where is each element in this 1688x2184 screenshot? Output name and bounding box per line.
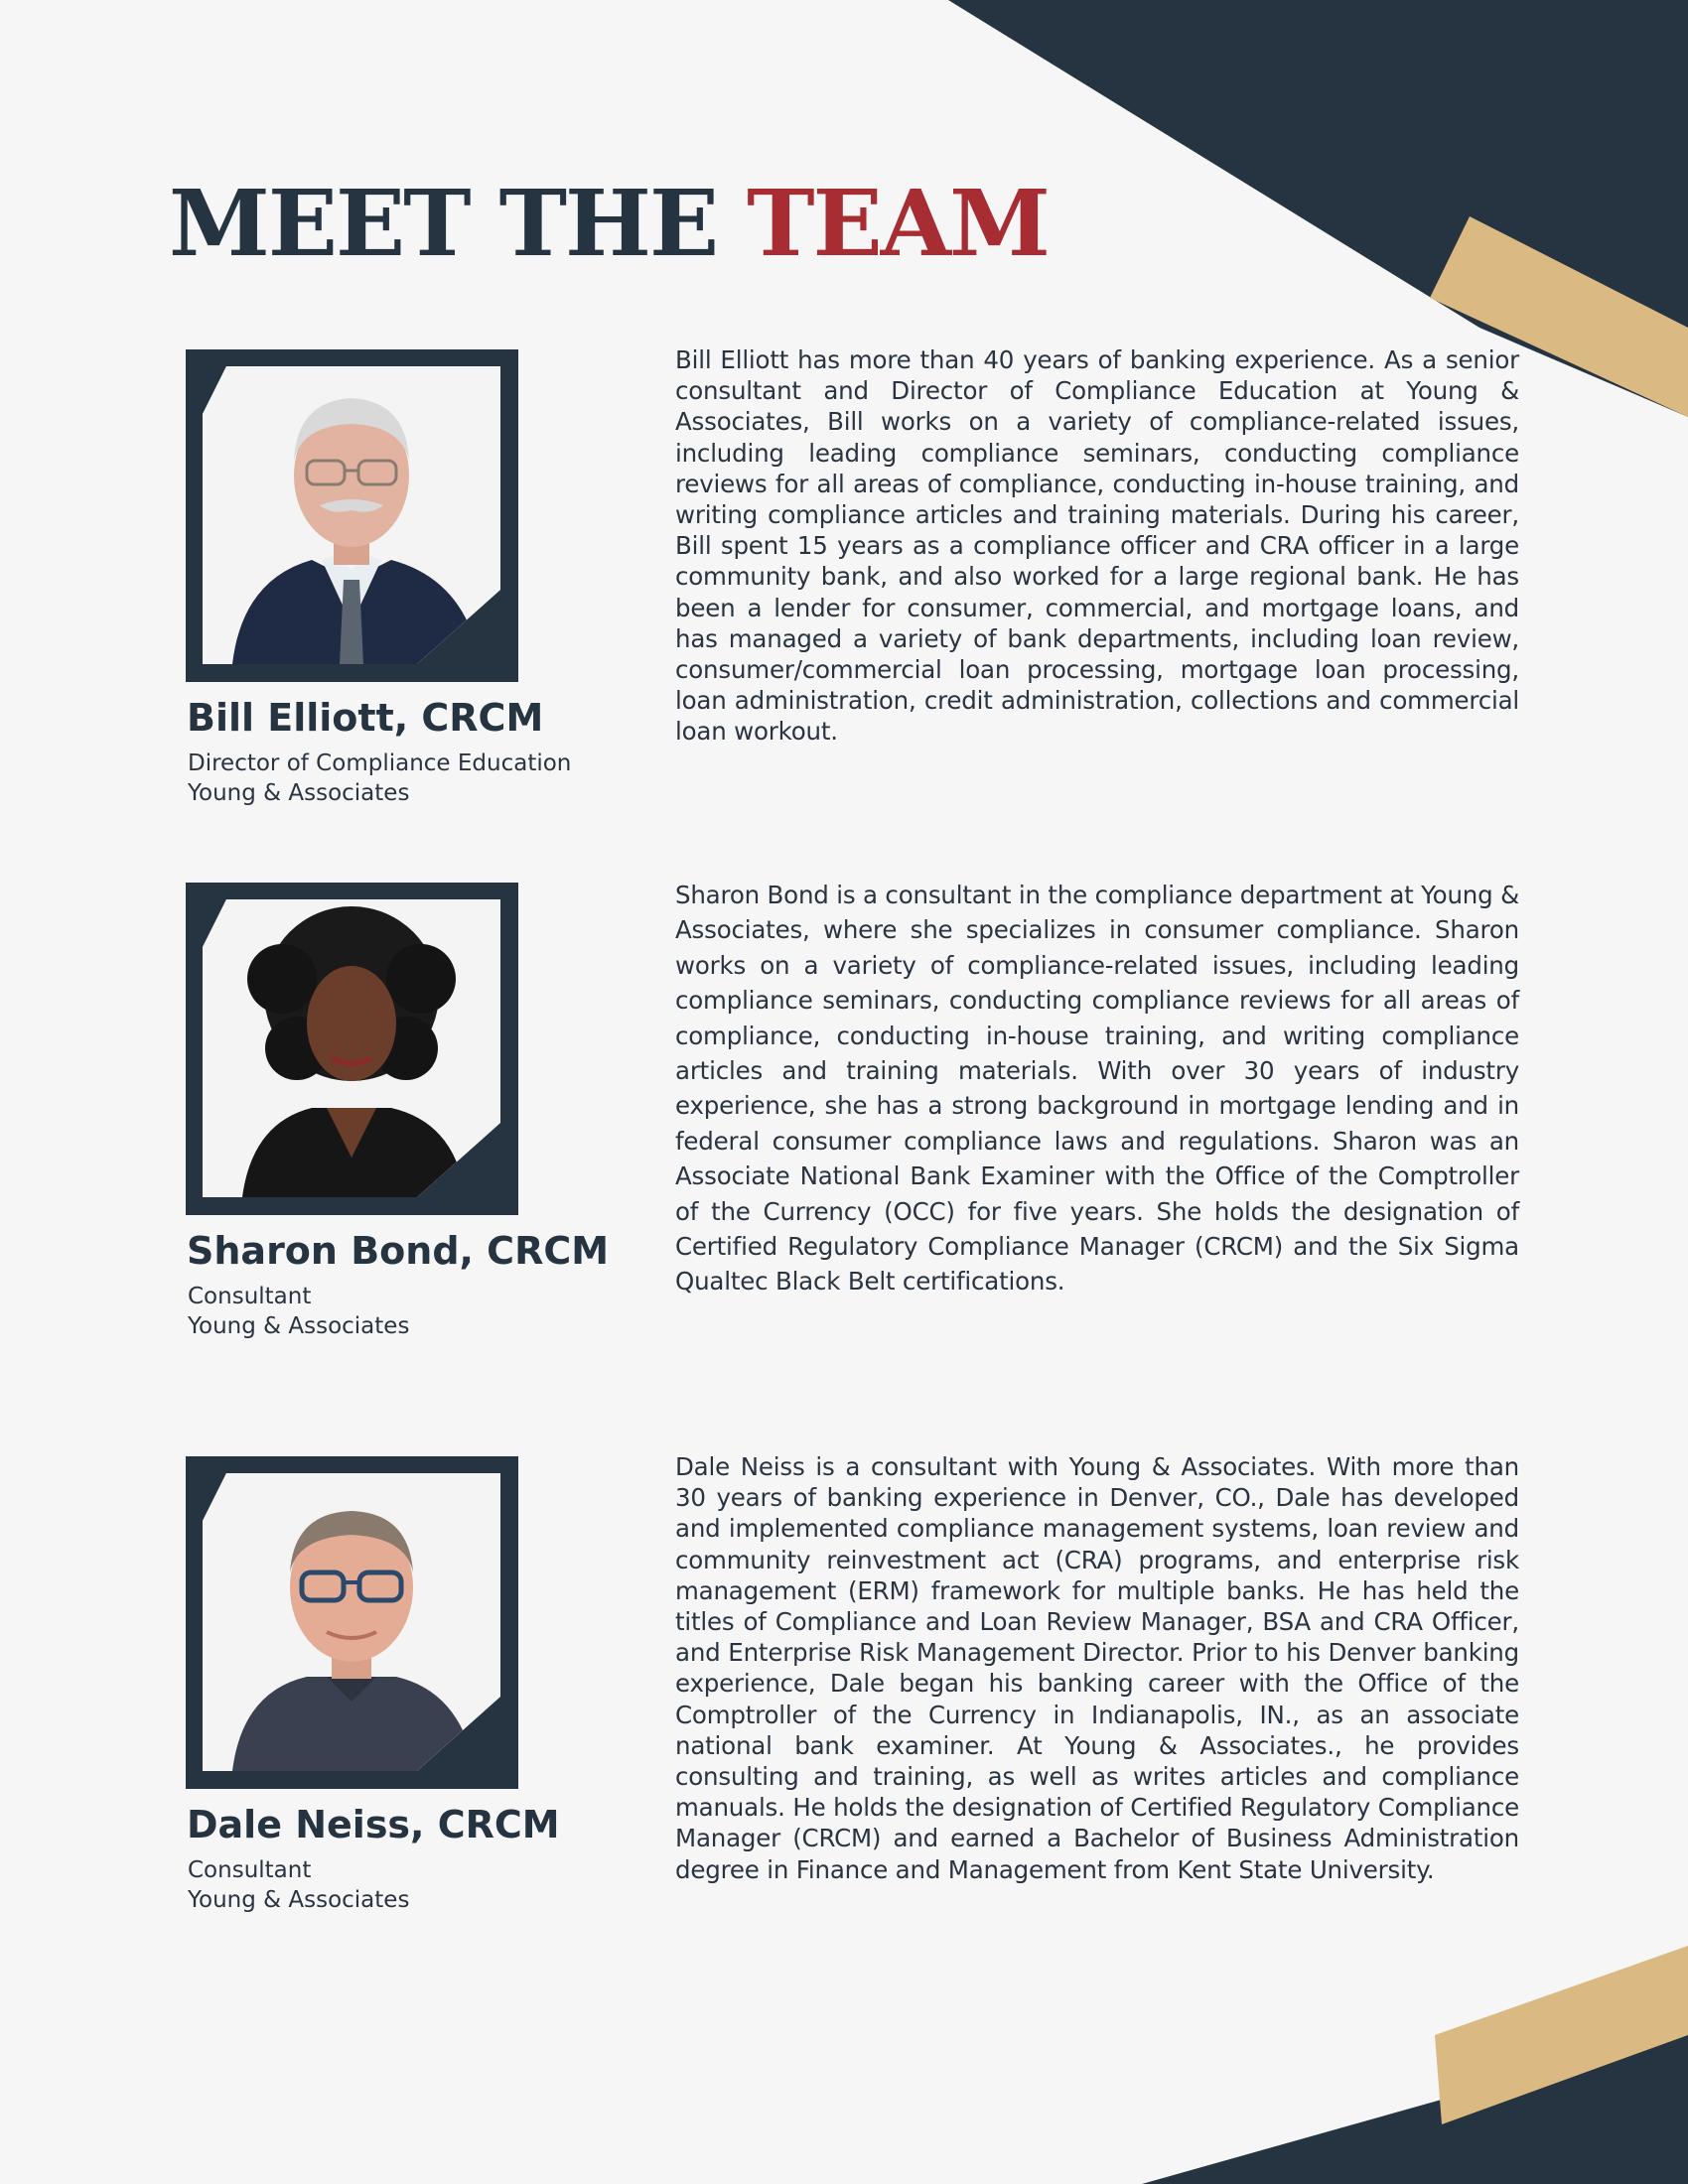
member-organization: Young & Associates: [188, 1887, 410, 1913]
member-organization: Young & Associates: [188, 780, 410, 806]
photo-frame: [186, 883, 518, 1215]
member-role: Director of Compliance Education: [188, 751, 572, 776]
page-title-main: MEET THE: [169, 170, 748, 277]
portrait-dale-neiss: [203, 1473, 500, 1771]
member-bio: Sharon Bond is a consultant in the compliance department at Young & Associates, where she specializes in consumer compliance. Sharon works on a variety of compliance-related issues, including leading compliance seminars, conducting compliance reviews for all areas of compliance, conducting in-house training, and writing compliance articles and training materials. With over 30 years of industry experience, she has a strong background in mortgage lending and in federal consumer compliance laws and regulations. Sharon was an Associate National Bank Examiner with the Office of the Comptroller of the Currency (OCC) for five years. She holds the designation of Certified Regulatory Compliance Manager (CRCM) and the Six Sigma Qualtec Black Belt certifications.: [675, 881, 1519, 1297]
page-title-accent: TEAM: [747, 170, 1049, 277]
page-title: [169, 169, 1049, 278]
member-bio: Bill Elliott has more than 40 years of banking experience. As a senior consultant and Director of Compliance Education at Young & Associates, Bill works on a variety of compliance-related issues, including leading compliance seminars, conducting compliance reviews for all areas of compliance, conducting in-house training, and writing compliance articles and training materials. During his career, Bill spent 15 years as a compliance officer and CRA officer in a large community bank, and also worked for a large regional bank. He has been a lender for consumer, commercial, and mortgage loans, and has managed a variety of bank departments, including loan review, consumer/commercial loan processing, mortgage loan processing, loan administration, credit administration, collections and commercial loan workout.: [675, 345, 1519, 747]
member-name: Bill Elliott, CRCM: [187, 696, 544, 740]
photo-frame: [186, 349, 518, 682]
member-organization: Young & Associates: [188, 1313, 410, 1339]
photo-frame: [186, 1456, 518, 1789]
member-role: Consultant: [188, 1857, 312, 1883]
member-bio: Dale Neiss is a consultant with Young & Associates. With more than 30 years of banking experience in Denver, CO., Dale has developed and implemented compliance management systems, loan review and community reinvestment act (CRA) programs, and enterprise risk management (ERM) framework for multiple banks. He has held the titles of Compliance and Loan Review Manager, BSA and CRA Officer, and Enterprise Risk Management Director. Prior to his Denver banking experience, Dale began his banking career with the Office of the Comptroller of the Currency in Indianapolis, IN., as an associate national bank examiner. At Young & Associates., he provides consulting and training, as well as writes articles and compliance manuals. He holds the designation of Certified Regulatory Compliance Manager (CRCM) and earned a Bachelor of Business Administration degree in Finance and Management from Kent State University.: [675, 1452, 1519, 1884]
member-name: Sharon Bond, CRCM: [187, 1229, 610, 1273]
portrait-sharon-bond: [203, 899, 500, 1197]
member-role: Consultant: [188, 1284, 312, 1309]
member-name: Dale Neiss, CRCM: [187, 1803, 560, 1846]
portrait-bill-elliott: [203, 366, 500, 664]
